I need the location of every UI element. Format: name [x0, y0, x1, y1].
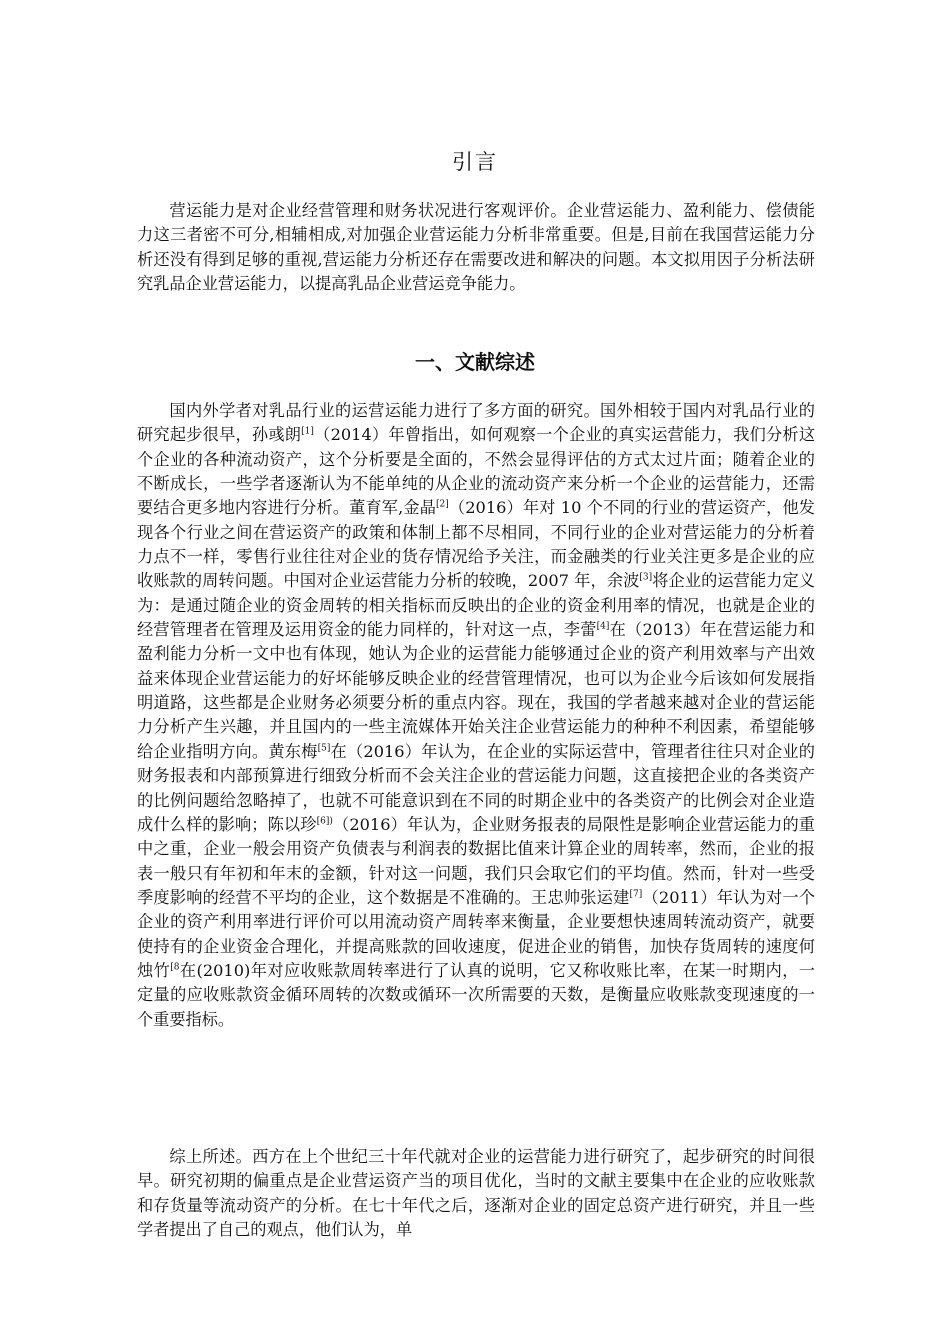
text-run: （2016）年认为，企业财务报表的局限性是影响企业营运能力的重中之重，企业一般会用资产负债表与利润表的数据比值来计算企业的周转率，然而，企业的报表一般只有年初和年末的金额，针对这一问题，我们只会取它们的平均值。然而，针对一些受季度影响的经营不平均的企业，这个数据是不准确的。王忠帅张运建 — [137, 814, 815, 907]
citation-ref: [4] — [596, 621, 610, 632]
citation-ref: [6]) — [316, 816, 333, 827]
text-run: 在（2016）年认为，在企业的实际运营中，管理者往往只对企业的财务报表和内部预算进行细致分析而不会关注企业的营运能力问题，这直接把企业的各类资产的比例问题给忽略掉了，也就不可能意识到在不同的时期企业中的各类资产的比例会对企业造成什么样的影响；陈以珍 — [137, 741, 815, 834]
intro-paragraph: 营运能力是对企业经营管理和财务状况进行客观评价。企业营运能力、盈利能力、偿债能力这三者密不可分,相辅相成,对加强企业营运能力分析非常重要。但是,目前在我国营运能力分析还没有得到足够的重视,营运能力分析还存在需要改进和解决的问题。本文拟用因子分析法研究乳品企业营运能力，以提高乳品企业营运竞争能力。 — [137, 201, 815, 294]
citation-ref: [5] — [317, 743, 331, 754]
text-run: 在(2010)年对应收账款周转率进行了认真的说明，它又称收账比率，在某一时期内，一定量的应收账款资金循环周转的次数或循环一次所需要的天数，是衡量应收账款变现速度的一个重要指标。 — [137, 960, 815, 1029]
citation-ref: [2] — [436, 499, 449, 510]
text-run: （2016）年对 10 个不同的行业的营运资产，他发现各个行业之间在营运资产的政策和体制上都不尽相同，不同行业的企业对营运能力的分析着力点不一样，零售行业往往对企业的货存情况给予关注，而金融类的行业关注更多是企业的应收账款的周转问题。中国对企业运营能力分析的较晚，2007 年，余波 — [137, 498, 815, 591]
citation-ref: [3] — [639, 573, 653, 584]
citation-ref: [8 — [170, 962, 180, 973]
text-run: 在（2013）年在营运能力和盈利能力分析一文中也有体现，她认为企业的运营能力能够通过企业的资产利用效率与产出效益来体现企业营运能力的好坏能够反映企业的经营管理情况，也可以为企业今后该如何发展指明道路，这些都是企业财务必须要分析的重点内容。现在，我国的学者越来越对企业的营运能力分析产生兴趣，并且国内的一些主流媒体开始关注企业营运能力的种种不利因素，希望能够给企业指明方向。黄东梅 — [137, 620, 815, 761]
text-run: 将企业的运营能力定义为：是通过随企业的资金周转的相关指标而反映出的企业的资金利用率的情况，也就是企业的经营管理者在管理及运用资金的能力同样的，针对这一点，李蕾 — [137, 571, 816, 640]
section-heading-literature-review: 一、文献综述 — [415, 350, 535, 374]
intro-heading: 引言 — [452, 150, 498, 174]
literature-review-paragraph — [137, 399, 815, 1032]
citation-ref: [1] — [301, 426, 314, 437]
text-run: （2011）年认为对一个企业的资产利用率进行评价可以用流动资产周转率来衡量，企业要想快速周转流动资产，就要使持有的企业资金合理化，并提高账款的回收速度，促进企业的销售，加快存货周转的速度何烛竹 — [137, 887, 816, 980]
text-run: （2014）年曾指出，如何观察一个企业的真实运营能力，我们分析这个企业的各种流动资产，这个分析要是全面的，不然会显得评估的方式太过片面；随着企业的不断成长，一些学者逐渐认为不能单纯的从企业的流动资产来分析一个企业的运营能力，还需要结合更多地内容进行分析。董育军,金晶 — [137, 425, 815, 518]
citation-ref: [7] — [629, 889, 643, 900]
summary-paragraph: 综上所述。西方在上个世纪三十年代就对企业的运营能力进行研究了，起步研究的时间很早。研究初期的偏重点是企业营运资产当的项目优化，当时的文献主要集中在企业的应收账款和存货量等流动资产的分析。在七十年代之后，逐渐对企业的固定总资产进行研究，并且一些学者提出了自己的观点，他们认为，单 — [137, 1147, 815, 1240]
text-run: 国内外学者对乳品行业的运营运能力进行了多方面的研究。国外相较于国内对乳品行业的研究起步很早，孙彧朗 — [137, 401, 815, 445]
